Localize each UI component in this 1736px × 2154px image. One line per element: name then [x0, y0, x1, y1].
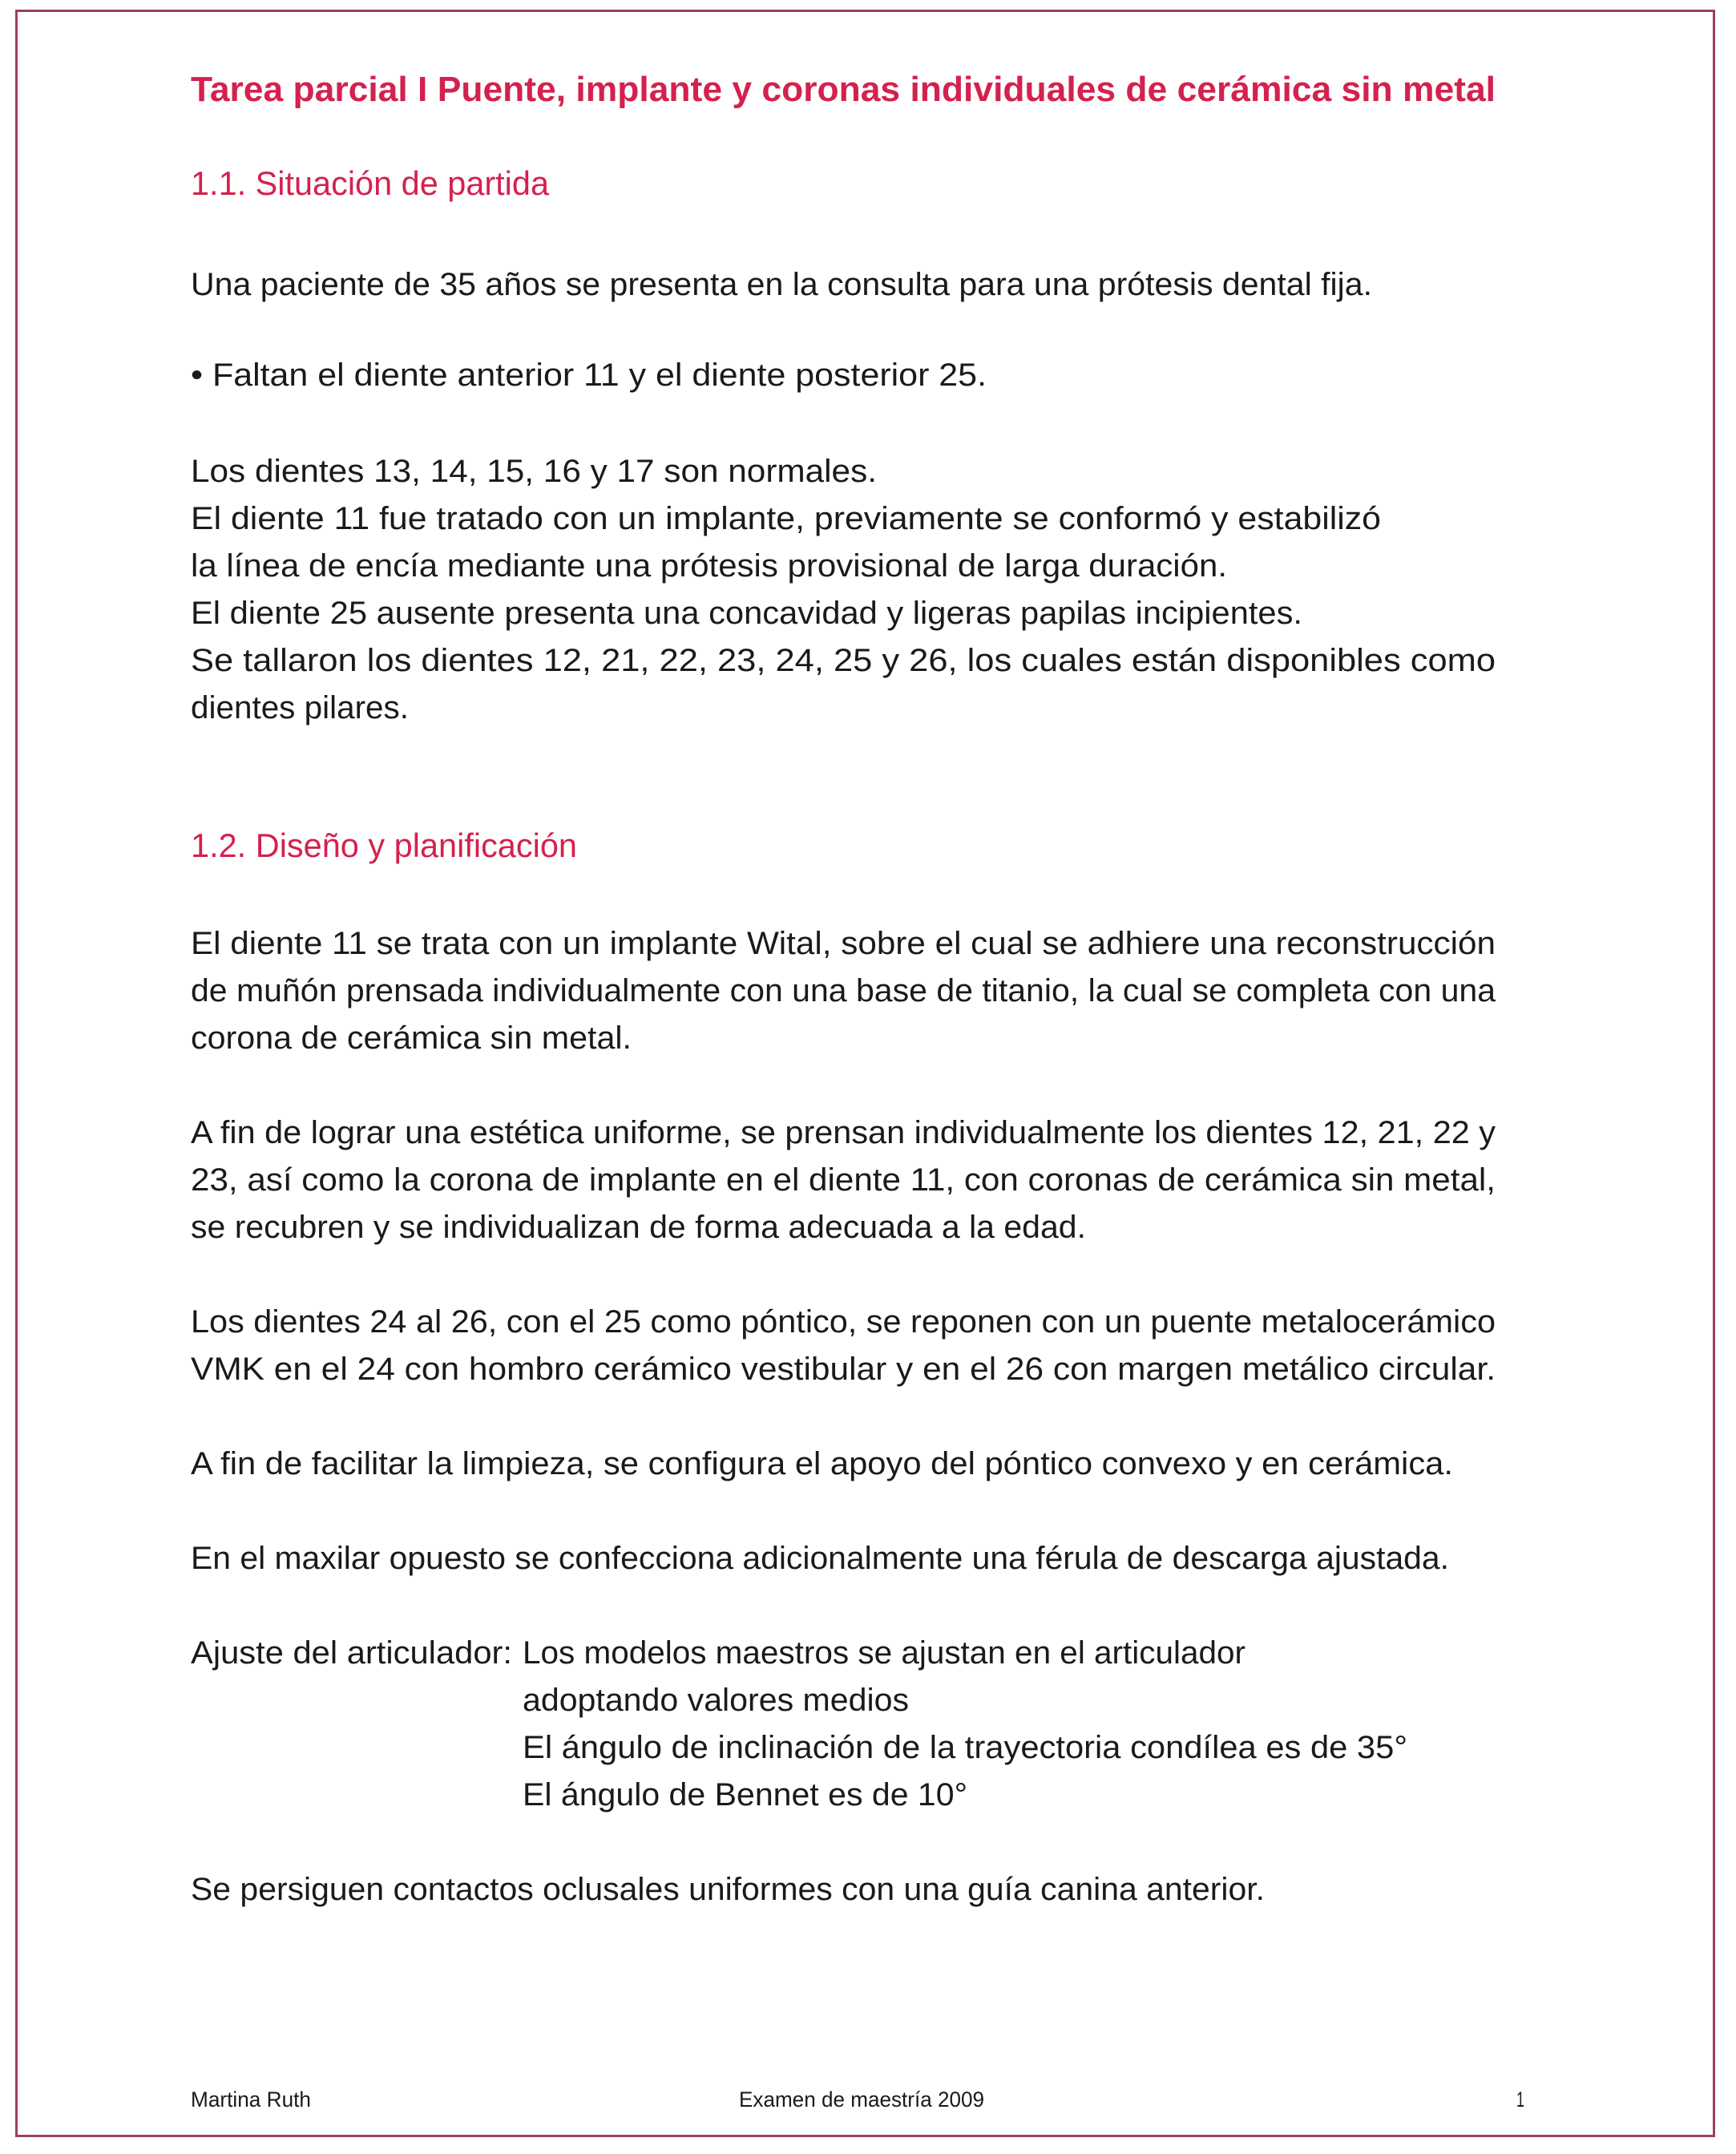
closing-paragraph: Se persiguen contactos oclusales uniformes con una guía canina anterior. [191, 1872, 1265, 1907]
section-heading-1-2: 1.2. Diseño y planificación [191, 826, 577, 864]
paragraph-line: El diente 11 se trata con un implante Wital, sobre el cual se adhiere una reconstrucción [191, 926, 1496, 961]
document-title: Tarea parcial I Puente, implante y coronas individuales de cerámica sin metal [191, 70, 1496, 109]
paragraph-line: El diente 25 ausente presenta una concavidad y ligeras papilas incipientes. [191, 596, 1302, 631]
paragraph-line: se recubren y se individualizan de forma adecuada a la edad. [191, 1210, 1086, 1245]
paragraph-line: En el maxilar opuesto se confecciona adicionalmente una férula de descarga ajustada. [191, 1541, 1449, 1576]
paragraph-line: la línea de encía mediante una prótesis provisional de larga duración. [191, 548, 1227, 584]
paragraph-line: A fin de lograr una estética uniforme, se prensan individualmente los dientes 12, 21, 22 y [191, 1115, 1496, 1150]
articulator-line: El ángulo de inclinación de la trayectoria condílea es de 35° [523, 1730, 1407, 1765]
paragraph-line: Los dientes 24 al 26, con el 25 como póntico, se reponen con un puente metalocerámico [191, 1304, 1496, 1340]
paragraph-line: dientes pilares. [191, 690, 409, 725]
paragraph-line: 23, así como la corona de implante en el diente 11, con coronas de cerámica sin metal, [191, 1162, 1496, 1198]
intro-paragraph: Una paciente de 35 años se presenta en la consulta para una prótesis dental fija. [191, 267, 1372, 302]
articulator-line: adoptando valores medios [523, 1683, 909, 1718]
paragraph-line: VMK en el 24 con hombro cerámico vestibular y en el 26 con margen metálico circular. [191, 1352, 1496, 1387]
bullet-item: • Faltan el diente anterior 11 y el diente posterior 25. [191, 358, 987, 393]
footer-author: Martina Ruth [191, 2087, 311, 2112]
footer-title: Examen de maestría 2009 [739, 2087, 984, 2112]
articulator-label: Ajuste del articulador: [191, 1635, 512, 1671]
page-number: 1 [1516, 2087, 1524, 2112]
section-heading-1-1: 1.1. Situación de partida [191, 164, 549, 202]
articulator-line: El ángulo de Bennet es de 10° [523, 1777, 967, 1813]
paragraph-line: A fin de facilitar la limpieza, se configura el apoyo del póntico convexo y en cerámica. [191, 1446, 1453, 1481]
paragraph-line: El diente 11 fue tratado con un implante, previamente se conformó y estabilizó [191, 501, 1381, 536]
paragraph-line: de muñón prensada individualmente con una base de titanio, la cual se completa con una [191, 973, 1496, 1008]
articulator-line: Los modelos maestros se ajustan en el articulador [523, 1635, 1245, 1671]
page-frame [15, 10, 1715, 2137]
paragraph-line: corona de cerámica sin metal. [191, 1020, 632, 1056]
paragraph-line: Se tallaron los dientes 12, 21, 22, 23, 24, 25 y 26, los cuales están disponibles como [191, 643, 1496, 678]
paragraph-line: Los dientes 13, 14, 15, 16 y 17 son normales. [191, 454, 877, 489]
